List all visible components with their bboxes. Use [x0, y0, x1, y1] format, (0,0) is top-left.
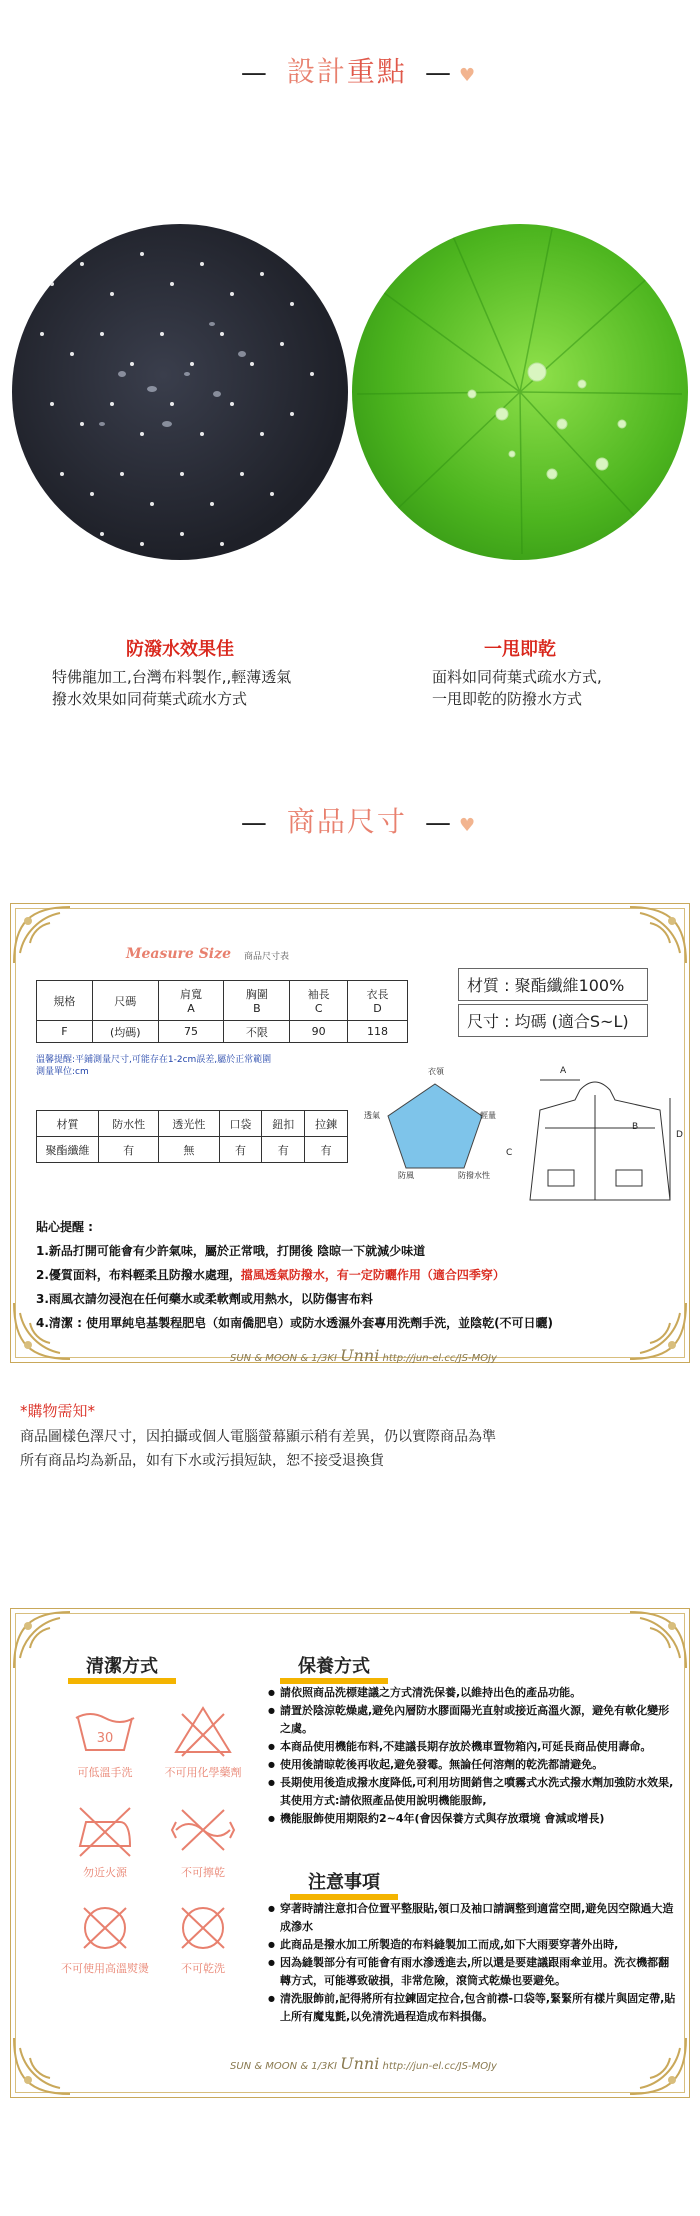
- size-header-spec: 規格: [37, 981, 93, 1021]
- tip-item: 4.清潔 : 使用單純皂基製程肥皂（如南僑肥皂）或防水透濕外套專用洗劑手洗，並陰乾(不可日曬): [36, 1316, 554, 1330]
- size-cell: F: [37, 1021, 93, 1043]
- diagram-label: 防風: [398, 1171, 414, 1180]
- tip-item: 1.新品打開可能會有少許氣味，屬於正常哦，打開後 陰晾一下就減少味道: [36, 1244, 426, 1258]
- prop-cell: 有: [262, 1137, 305, 1163]
- signature: SUN & MOON & 1/3KI Unni http://jun-el.cc/JS-MOJy: [230, 1346, 497, 1365]
- size-cell: (均碼): [92, 1021, 158, 1043]
- diagram-label-d: D: [676, 1130, 683, 1140]
- prop-cell: 有: [219, 1137, 262, 1163]
- measure-size-label: Measure Size: [126, 946, 231, 962]
- notice-item: ● 清洗服飾前,記得將所有拉鍊固定拉合,包含前襟-口袋等,緊緊所有樣片與固定帶,貼上所有魔鬼氈,以免清洗過程造成布料損傷。: [268, 1990, 678, 2026]
- no-iron-icon: [70, 1800, 140, 1860]
- maintenance-item: ● 使用後請晾乾後再收起,避免發霉。無論任何溶劑的乾洗都請避免。: [268, 1756, 678, 1774]
- maintenance-item: ● 機能服飾使用期限約2~4年(會因保養方式與存放環境 會減或增長): [268, 1810, 678, 1828]
- purchase-line: 所有商品均為新品，如有下水或污損短缺，恕不接受退換貨: [20, 1453, 384, 1469]
- diagram-label: 輕量: [480, 1111, 496, 1120]
- purchase-title: *購物需知*: [20, 1402, 96, 1420]
- prop-header: 防水性: [99, 1111, 159, 1137]
- diagram-label: 衣領: [428, 1067, 444, 1076]
- prop-header: 拉鍊: [305, 1111, 348, 1137]
- diagram-label-c: C: [506, 1148, 513, 1158]
- no-high-temp-icon: [70, 1898, 140, 1958]
- size-header-chest: 胸圍 B: [224, 981, 290, 1021]
- measure-note: 溫馨提醒:平鋪測量尺寸,可能存在1-2cm誤差,屬於正常範圍: [36, 1055, 272, 1065]
- notice-list: [268, 1900, 678, 2026]
- corner-flourish-icon: [10, 2034, 74, 2098]
- maintenance-list: [268, 1684, 678, 1828]
- water-repellent-image: [12, 224, 348, 560]
- prop-header: 口袋: [219, 1111, 262, 1137]
- diagram-label-a: A: [560, 1066, 567, 1076]
- notice-title: 注意事項: [290, 1868, 398, 1900]
- feature-title-quick-dry: 一甩即乾: [484, 639, 556, 660]
- property-table: [36, 1110, 348, 1163]
- prop-cell: 有: [305, 1137, 348, 1163]
- lotus-leaf-image: [352, 224, 688, 560]
- maintenance-item: ● 請置於陰涼乾燥處,避免內層防水膠面陽光直射或接近高溫火源，避免有軟化變形之虞。: [268, 1702, 678, 1738]
- measure-unit: 測量單位:cm: [36, 1067, 89, 1077]
- feature-pentagon-diagram: [370, 1070, 500, 1180]
- wash-30-icon: [70, 1700, 140, 1760]
- signature: SUN & MOON & 1/3KI Unni http://jun-el.cc/JS-MOJy: [230, 2054, 497, 2073]
- notice-item: ● 因為縫製部分有可能會有雨水滲透進去,所以還是要建議跟雨傘並用。洗衣機都翻轉方式，可能導致破損，非常危險，滾筒式乾燥也要避免。: [268, 1954, 678, 1990]
- care-icon-label: 不可用化學藥劑: [164, 1766, 242, 1779]
- corner-flourish-icon: [10, 903, 74, 967]
- corner-flourish-icon: [626, 1608, 690, 1672]
- size-box: 尺寸 : 均碼 (適合S~L): [458, 1004, 648, 1037]
- corner-flourish-icon: [626, 1299, 690, 1363]
- maintenance-item: ● 本商品使用機能布料,不建議長期存放於機車置物箱內,可延長商品使用壽命。: [268, 1738, 678, 1756]
- no-wring-icon: [168, 1800, 238, 1860]
- feature-title-repellent: 防潑水效果佳: [126, 639, 234, 660]
- diagram-label: 防撥水性: [458, 1171, 490, 1180]
- tips-title: 貼心提醒 :: [36, 1220, 93, 1234]
- corner-flourish-icon: [626, 2034, 690, 2098]
- diagram-label: 透氣: [364, 1111, 380, 1120]
- care-icon-label: 不可乾洗: [181, 1962, 225, 1975]
- measure-size-sub: 商品尺寸表: [244, 952, 290, 962]
- no-tumble-dry-icon: [168, 1898, 238, 1958]
- feature-desc-repellent: 特佛龍加工,台灣布料製作,,輕薄透氣 撥水效果如同荷葉式疏水方式: [52, 668, 292, 708]
- size-header-size: 尺碼: [92, 981, 158, 1021]
- diagram-label-b: B: [632, 1122, 639, 1132]
- corner-flourish-icon: [10, 1299, 74, 1363]
- size-header-length: 衣長 D: [348, 981, 408, 1021]
- purchase-line: 商品圖樣色澤尺寸，因拍攝或個人電腦螢幕顯示稍有差異，仍以實際商品為準: [20, 1429, 496, 1445]
- care-icon-label: 不可使用高溫熨燙: [61, 1962, 149, 1975]
- maintenance-item: ● 請依照商品洗標建議之方式清洗保養,以維持出色的產品功能。: [268, 1684, 678, 1702]
- heart-icon: ♥: [458, 65, 478, 86]
- notice-item: ● 此商品是撥水加工所製造的布料縫製加工而成,如下大雨要穿著外出時,: [268, 1936, 678, 1954]
- no-chemical-icon: [168, 1700, 238, 1760]
- maintenance-item: ● 長期使用後造成撥水度降低,可利用坊間銷售之噴霧式水洗式撥水劑加強防水效果,其使用方式:請依照產品使用說明機能服飾,: [268, 1774, 678, 1810]
- feature-desc-quick-dry: 面料如同荷葉式疏水方式, 一甩即乾的防撥水方式: [432, 668, 602, 708]
- prop-header: 鈕扣: [262, 1111, 305, 1137]
- prop-cell: 無: [159, 1137, 219, 1163]
- tip-item: 3.雨風衣請勿浸泡在任何藥水或柔軟劑或用熱水，以防傷害布料: [36, 1292, 373, 1306]
- prop-header: 透光性: [159, 1111, 219, 1137]
- raincoat-diagram: [520, 1070, 680, 1220]
- tip-item: 2.優質面料，布料輕柔且防撥水處理，擋風透氣防撥水，有一定防曬作用（適合四季穿）: [36, 1268, 505, 1282]
- clean-method-title: 清潔方式: [68, 1652, 176, 1684]
- size-section-title: — 商品尺寸 — ♥: [240, 805, 478, 838]
- corner-flourish-icon: [10, 1608, 74, 1672]
- svg-text:30: 30: [96, 1731, 114, 1746]
- material-box: 材質 : 聚酯纖維100%: [458, 968, 648, 1001]
- size-header-sleeve: 袖長 C: [290, 981, 348, 1021]
- prop-cell: 有: [99, 1137, 159, 1163]
- size-table: [36, 980, 408, 1043]
- prop-cell: 聚酯纖維: [37, 1137, 99, 1163]
- heart-icon: ♥: [458, 815, 478, 836]
- prop-header: 材質: [37, 1111, 99, 1137]
- size-cell: 75: [158, 1021, 224, 1043]
- size-cell: 90: [290, 1021, 348, 1043]
- care-icon-label: 可低溫手洗: [77, 1766, 133, 1779]
- maintenance-title: 保養方式: [280, 1652, 388, 1684]
- size-cell: 不限: [224, 1021, 290, 1043]
- care-icon-label: 勿近火源: [83, 1866, 127, 1879]
- notice-item: ● 穿著時請注意扣合位置平整服貼,領口及袖口請調整到適當空間,避免因空隙過大造成滲水: [268, 1900, 678, 1936]
- corner-flourish-icon: [626, 903, 690, 967]
- size-header-shoulder: 肩寬 A: [158, 981, 224, 1021]
- design-section-title: — 設計重點 — ♥: [240, 55, 478, 88]
- size-cell: 118: [348, 1021, 408, 1043]
- care-icon-label: 不可擰乾: [181, 1866, 225, 1879]
